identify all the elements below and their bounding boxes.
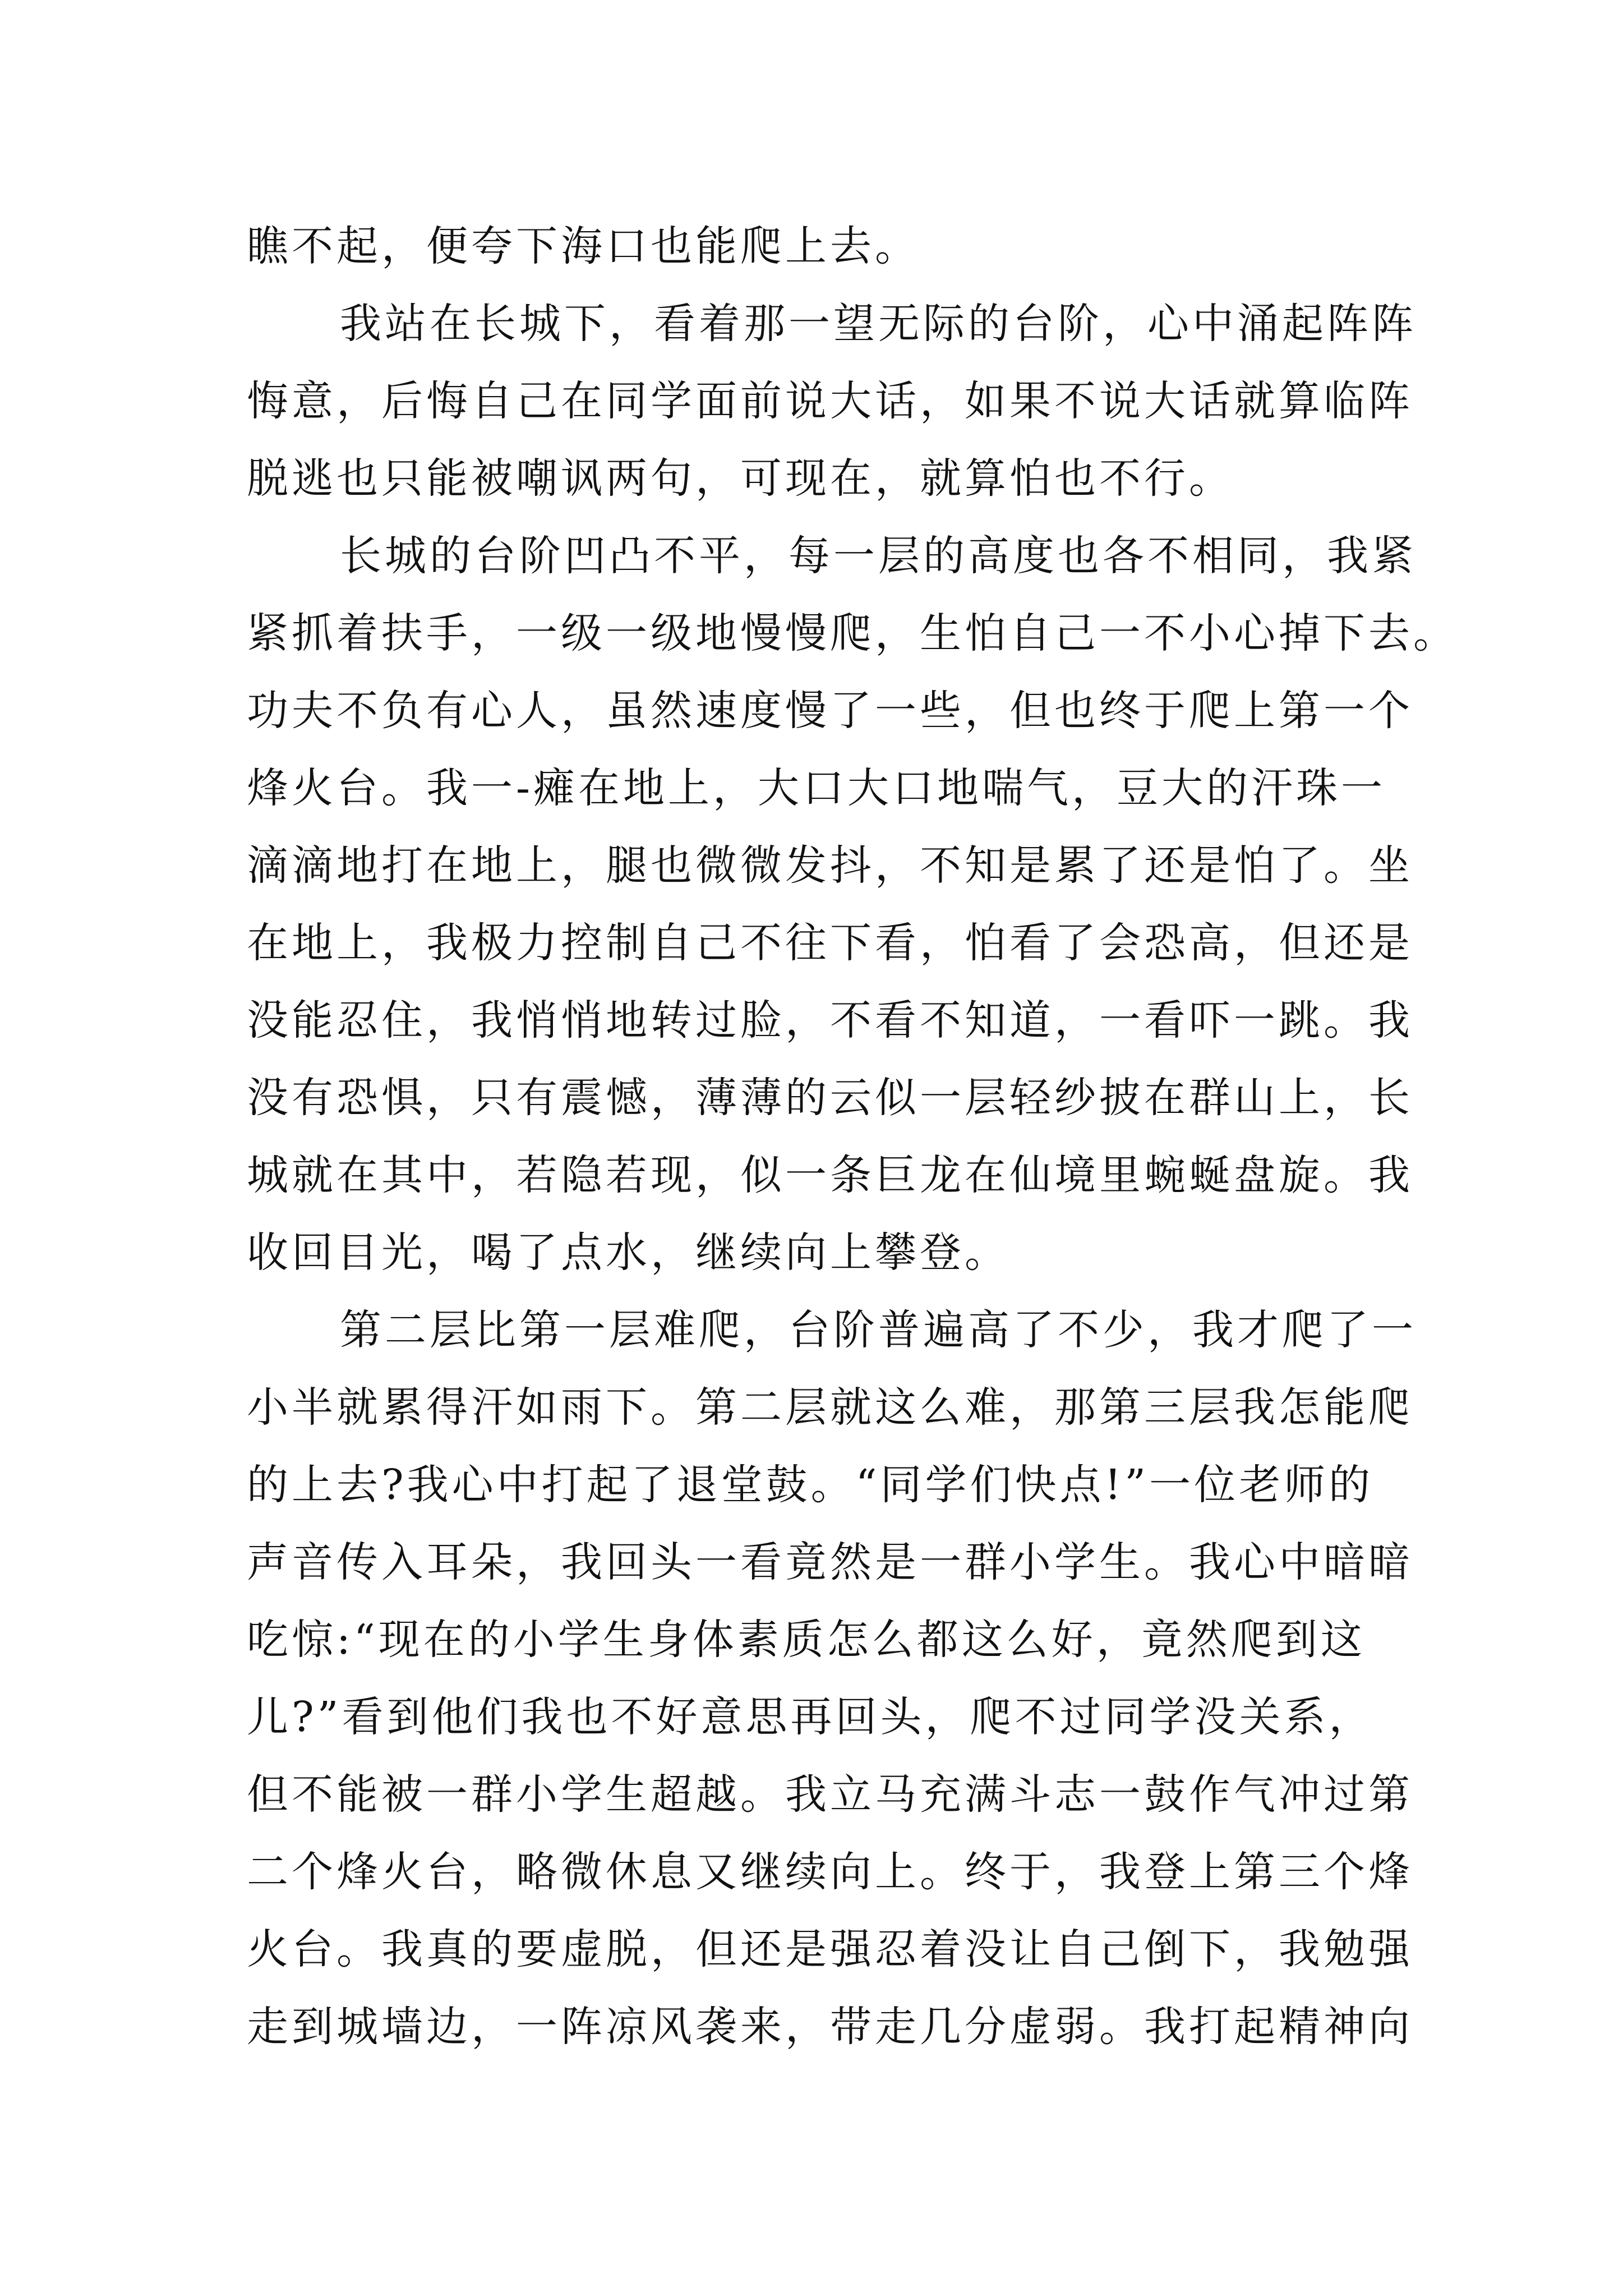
text-line: 烽火台。我一-瘫在地上，大口大口地喘气，豆大的汗珠一	[247, 764, 1386, 812]
text-line: 但不能被一群小学生超越。我立马充满斗志一鼓作气冲过第	[247, 1770, 1413, 1819]
text-line: 长城的台阶凹凸不平，每一层的高度也各不相同，我紧	[340, 532, 1417, 580]
text-line: 火台。我真的要虚脱，但还是强忍着没让自己倒下，我勉强	[247, 1925, 1413, 1973]
text-line: 收回目光，喝了点水，继续向上攀登。	[247, 1228, 1009, 1277]
text-line: 没能忍住，我悄悄地转过脸，不看不知道，一看吓一跳。我	[247, 996, 1413, 1045]
text-line: 功夫不负有心人，虽然速度慢了一些，但也终于爬上第一个	[247, 687, 1413, 735]
text-line: 脱逃也只能被嘲讽两句，可现在，就算怕也不行。	[247, 454, 1234, 503]
text-line: 滴滴地打在地上，腿也微微发抖，不知是累了还是怕了。坐	[247, 841, 1413, 890]
text-line: 声音传入耳朵，我回头一看竟然是一群小学生。我心中暗暗	[247, 1538, 1413, 1586]
text-line: 走到城墙边，一阵凉风袭来，带走几分虚弱。我打起精神向	[247, 2003, 1413, 2051]
text-line: 我站在长城下，看着那一望无际的台阶，心中涌起阵阵	[340, 300, 1417, 348]
text-line: 没有恐惧，只有震憾，薄薄的云似一层轻纱披在群山上，长	[247, 1074, 1413, 1122]
text-line: 城就在其中，若隐若现，似一条巨龙在仙境里蜿蜒盘旋。我	[247, 1151, 1413, 1199]
text-line: 二个烽火台，略微休息又继续向上。终于，我登上第三个烽	[247, 1848, 1413, 1896]
text-line: 在地上，我极力控制自己不往下看，怕看了会恐高，但还是	[247, 919, 1413, 967]
text-line: 吃惊:“现在的小学生身体素质怎么都这么好，竟然爬到这	[247, 1616, 1366, 1664]
text-line: 悔意，后悔自己在同学面前说大话，如果不说大话就算临阵	[247, 377, 1413, 425]
text-line: 儿?”看到他们我也不好意思再回头，爬不过同学没关系，	[247, 1693, 1374, 1741]
text-line: 紧抓着扶手，一级一级地慢慢爬，生怕自己一不小心掉下去。	[247, 609, 1458, 657]
text-line: 瞧不起，便夸下海口也能爬上去。	[247, 222, 920, 270]
text-line: 小半就累得汗如雨下。第二层就这么难，那第三层我怎能爬	[247, 1383, 1413, 1432]
text-line: 第二层比第一层难爬，台阶普遍高了不少，我才爬了一	[340, 1306, 1417, 1354]
body-text	[247, 208, 1458, 2065]
text-line: 的上去?我心中打起了退堂鼓。“同学们快点!”一位老师的	[247, 1461, 1374, 1509]
